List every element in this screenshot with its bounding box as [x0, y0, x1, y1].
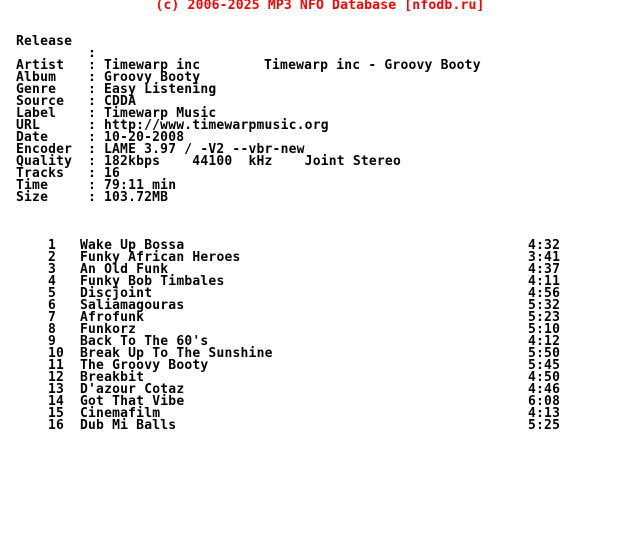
track-title: D'azour Cotaz	[80, 382, 185, 397]
track-number: 12	[48, 370, 65, 385]
info-separator: :	[88, 94, 97, 109]
track-title: An Old Funk	[80, 262, 169, 277]
track-title: Funky African Heroes	[80, 250, 241, 265]
track-time: 4:50	[528, 370, 561, 385]
info-row-size	[0, 192, 640, 204]
track-time: 6:08	[528, 394, 561, 409]
track-time: 4:46	[528, 382, 561, 397]
track-time: 4:11	[528, 274, 561, 289]
info-value: LAME 3.97 / -V2 --vbr-new	[104, 142, 305, 157]
info-value: 103.72MB	[104, 190, 169, 205]
info-separator: :	[88, 130, 97, 145]
track-row	[0, 420, 640, 432]
info-label: Source	[16, 94, 65, 109]
track-number: 9	[48, 334, 57, 349]
info-value: Groovy Booty	[104, 70, 201, 85]
info-row-album	[0, 72, 640, 84]
track-number: 10	[48, 346, 65, 361]
info-row-url	[0, 120, 640, 132]
track-number: 5	[48, 286, 57, 301]
track-number: 3	[48, 262, 57, 277]
info-label: Tracks	[16, 166, 65, 181]
info-value: CDDA	[104, 94, 137, 109]
info-label: Size	[16, 190, 49, 205]
track-time: 5:10	[528, 322, 561, 337]
track-title: Dub Mi Balls	[80, 418, 177, 433]
track-title: Wake Up Bossa	[80, 238, 185, 253]
info-separator: :	[88, 70, 97, 85]
info-label: Genre	[16, 82, 57, 97]
track-time: 5:25	[528, 418, 561, 433]
info-label: Encoder	[16, 142, 73, 157]
track-number: 4	[48, 274, 57, 289]
info-row-genre	[0, 84, 640, 96]
track-number: 14	[48, 394, 65, 409]
track-time: 4:32	[528, 238, 561, 253]
info-value: Easy Listening	[104, 82, 217, 97]
track-time: 4:56	[528, 286, 561, 301]
track-title: Afrofunk	[80, 310, 145, 325]
info-separator: :	[88, 178, 97, 193]
track-time: 5:32	[528, 298, 561, 313]
info-separator: :	[88, 154, 97, 169]
track-number: 8	[48, 322, 57, 337]
info-label: Artist	[16, 58, 65, 73]
track-time: 5:45	[528, 358, 561, 373]
track-number: 2	[48, 250, 57, 265]
info-separator: :	[88, 82, 97, 97]
info-label: Time	[16, 178, 49, 193]
track-title: The Groovy Booty	[80, 358, 209, 373]
track-title: Back To The 60's	[80, 334, 209, 349]
release-label: Release	[16, 34, 73, 49]
track-title: Funkorz	[80, 322, 137, 337]
info-value: 79:11 min	[104, 178, 177, 193]
info-value: http://www.timewarpmusic.org	[104, 118, 329, 133]
track-title: Breakbit	[80, 370, 145, 385]
track-time: 5:23	[528, 310, 561, 325]
info-separator: :	[88, 58, 97, 73]
info-label: URL	[16, 118, 41, 133]
track-number: 16	[48, 418, 65, 433]
track-time: 3:41	[528, 250, 561, 265]
info-row-time	[0, 180, 640, 192]
track-time: 4:37	[528, 262, 561, 277]
info-value: Timewarp Music	[104, 106, 217, 121]
info-value: 182kbps 44100 kHz Joint Stereo	[104, 154, 401, 169]
track-number: 11	[48, 358, 65, 373]
track-time: 4:12	[528, 334, 561, 349]
site-header: (c) 2006-2025 MP3 NFO Database [nfodb.ru]	[155, 0, 485, 13]
info-separator: :	[88, 166, 97, 181]
info-label: Label	[16, 106, 57, 121]
release-separator: :	[88, 46, 97, 61]
track-number: 13	[48, 382, 65, 397]
info-value: Timewarp inc	[104, 58, 201, 73]
info-value: 16	[104, 166, 121, 181]
track-title: Cinemafilm	[80, 406, 161, 421]
release-value: Timewarp inc - Groovy Booty	[264, 58, 481, 73]
info-label: Quality	[16, 154, 73, 169]
info-separator: :	[88, 118, 97, 133]
track-title: Funky Bob Timbales	[80, 274, 225, 289]
info-row-tracks	[0, 168, 640, 180]
info-separator: :	[88, 142, 97, 157]
track-title: Break Up To The Sunshine	[80, 346, 273, 361]
track-number: 7	[48, 310, 57, 325]
track-title: Got That Vibe	[80, 394, 185, 409]
info-separator: :	[88, 106, 97, 121]
track-number: 1	[48, 238, 57, 253]
info-separator: :	[88, 190, 97, 205]
track-number: 6	[48, 298, 57, 313]
track-number: 15	[48, 406, 65, 421]
track-time: 4:13	[528, 406, 561, 421]
track-time: 5:50	[528, 346, 561, 361]
info-value: 10-20-2008	[104, 130, 185, 145]
track-title: Discjoint	[80, 286, 153, 301]
info-row-artist	[0, 60, 640, 72]
info-row-date	[0, 132, 640, 144]
info-row-source	[0, 96, 640, 108]
track-title: Saliamagouras	[80, 298, 185, 313]
info-label: Date	[16, 130, 49, 145]
info-row-quality	[0, 156, 640, 168]
info-label: Album	[16, 70, 57, 85]
